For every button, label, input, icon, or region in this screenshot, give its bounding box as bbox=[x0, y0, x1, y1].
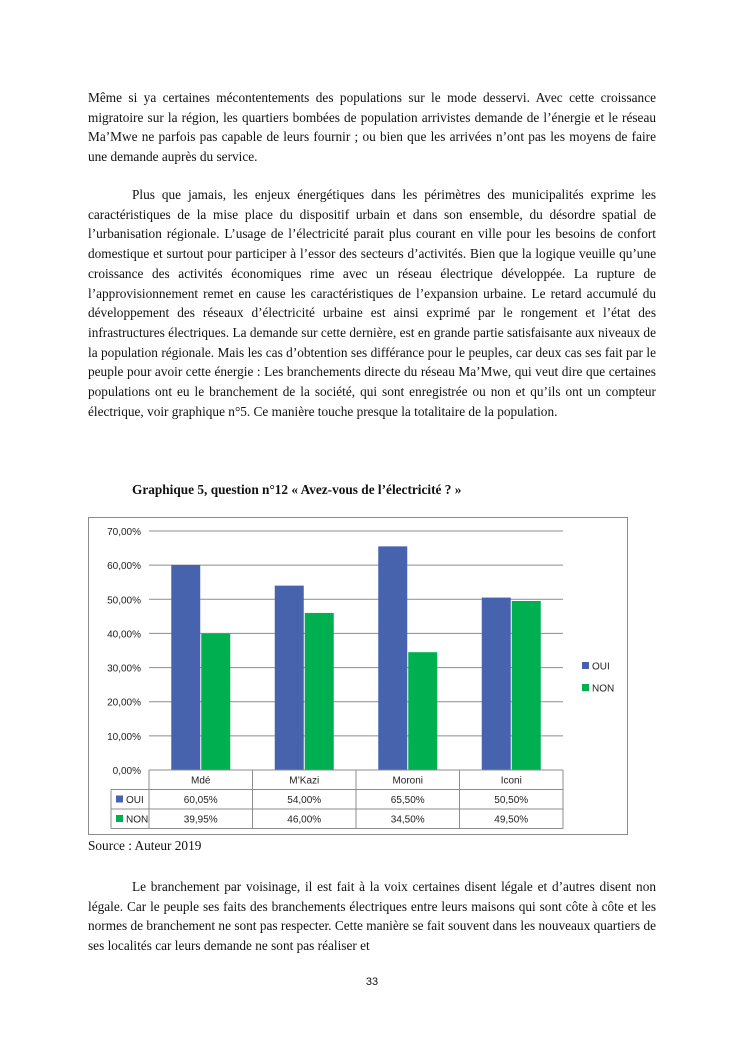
legend-label: OUI bbox=[592, 661, 610, 673]
y-tick-label: 60,00% bbox=[107, 561, 141, 573]
table-series-name: OUI bbox=[126, 795, 144, 806]
legend-key-non bbox=[582, 684, 589, 691]
y-tick-label: 40,00% bbox=[107, 629, 141, 641]
data-label: 60,05% bbox=[183, 795, 218, 806]
bar-non bbox=[305, 613, 334, 770]
data-label: 46,00% bbox=[287, 814, 322, 826]
x-category-label: Iconi bbox=[500, 775, 522, 787]
bar-chart bbox=[89, 518, 629, 836]
legend-key-oui bbox=[582, 662, 589, 669]
y-tick-label: 20,00% bbox=[107, 697, 141, 709]
y-tick-label: 0,00% bbox=[112, 766, 141, 777]
paragraph-1: Même si ya certaines mécontentements des populations sur le mode desservi. Avec cette croissance migratoire sur la région, les quartiers bombées de population arrivistes demande de l’énergie et le réseau Ma’Mwe ne parfois pas capable de leurs fournir ; ou bien que les arrivées n’ont pas les moyens de faire une demande auprès du service. bbox=[88, 90, 656, 165]
bar-non bbox=[408, 652, 437, 770]
bar-oui bbox=[171, 565, 200, 770]
y-tick-label: 10,00% bbox=[107, 731, 141, 743]
table-series-name: NON bbox=[126, 814, 149, 826]
legend-label: NON bbox=[592, 683, 615, 695]
data-label: 34,50% bbox=[390, 814, 425, 826]
page-number: 33 bbox=[365, 976, 379, 988]
bar-non bbox=[201, 634, 230, 770]
paragraph-3: Le branchement par voisinage, il est fait à la voix certaines disent légale et d’autres disent non légale. Car le peuple ses faits des branchements électriques entre leurs maisons qui sont côte à côte et les normes de branchement ne sont pas respecter. Cette manière se fait souvent dans les nouveaux quartiers de ses localités car leurs demande ne sont pas réaliser et bbox=[88, 879, 656, 954]
x-category-label: Moroni bbox=[392, 775, 424, 787]
table-legend-key-oui bbox=[116, 796, 123, 803]
bar-oui bbox=[378, 546, 407, 770]
data-label: 49,50% bbox=[494, 814, 529, 826]
data-label: 54,00% bbox=[287, 795, 322, 806]
table-legend-key-non bbox=[116, 815, 123, 822]
data-label: 50,50% bbox=[494, 795, 529, 806]
y-tick-label: 50,00% bbox=[107, 595, 141, 607]
paragraph-2: Plus que jamais, les enjeux énergétiques dans les périmètres des municipalités exprime les caractéristiques de la mise place du dispositif urbain et dans son ensemble, du désordre spatial de l’urbanisation régionale. L’usage de l’électricité parait plus courant en ville pour les besoins de confort domestique et surtout pour participer à l’essor des secteurs d’activités. Bien que la logique veuille qu’une croissance des activités économiques rime avec un réseau électrique développée. La rupture de l’approvisionnement remet en cause les caractéristiques de l’expansion urbaine. Le retard accumulé du développement des réseaux d’électricité urbaine est ainsi exprimé par le rongement et l’état des infrastructures électriques. La demande sur cette dernière, est en grande partie satisfaisante aux niveaux de la population régionale. Mais les cas d’obtention ses différance pour le peuples, car deux cas ses fait par le peuple pour avoir cette énergie : Les branchements directe du réseau Ma’Mwe, qui veut dire que certaines populations ont eu le branchement de la société, qui sont enregistrée ou non et qu’ils ont un compteur électrique, voir graphique n°5. Ce manière touche presque la totalitaire de la population. bbox=[88, 187, 656, 419]
y-tick-label: 70,00% bbox=[107, 527, 141, 538]
bar-non bbox=[512, 601, 541, 770]
source-note: Source : Auteur 2019 bbox=[88, 838, 202, 853]
data-label: 39,95% bbox=[183, 814, 218, 826]
chart-frame bbox=[88, 517, 628, 835]
data-label: 65,50% bbox=[390, 795, 425, 806]
chart-caption: Graphique 5, question n°12 « Avez-vous de l’électricité ? » bbox=[132, 482, 462, 497]
x-category-label: Mdé bbox=[191, 775, 211, 787]
y-tick-label: 30,00% bbox=[107, 663, 141, 675]
x-category-label: M’Kazi bbox=[289, 775, 320, 787]
bar-oui bbox=[275, 586, 304, 770]
bar-oui bbox=[482, 598, 511, 770]
